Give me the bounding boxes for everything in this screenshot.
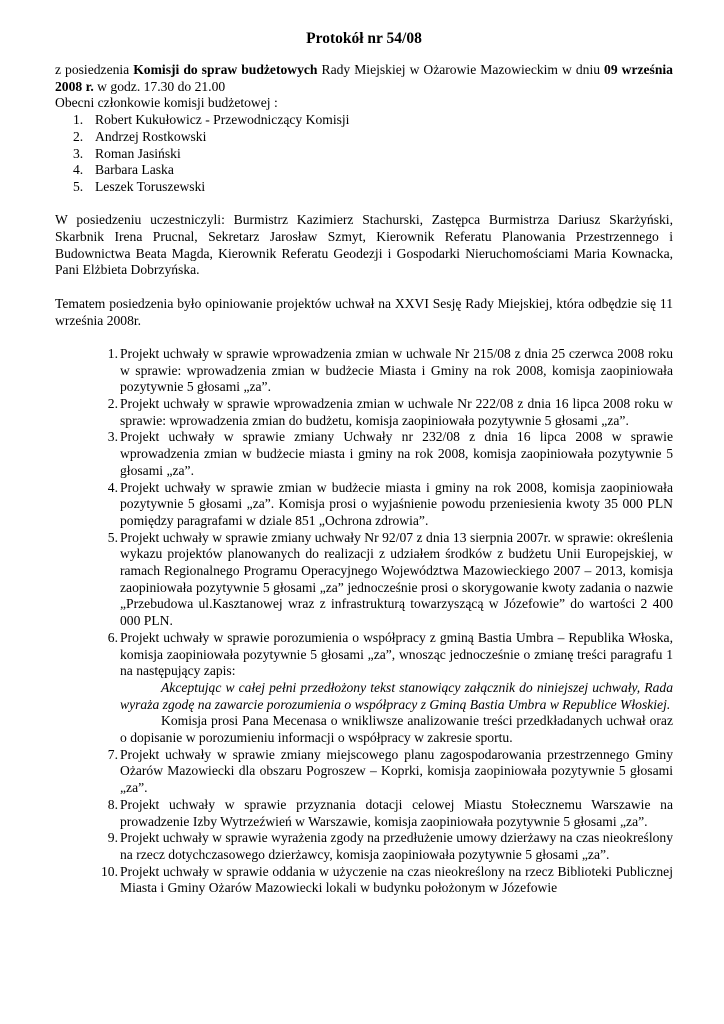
members-heading: Obecni członkowie komisji budżetowej : (55, 95, 278, 111)
intro-paragraph (55, 62, 673, 95)
spacer (55, 196, 673, 213)
resolution-text: Projekt uchwały w sprawie porozumienia o współpracy z gminą Bastia Umbra – Republika Włoska, komisja zaopiniowała pozytywnie 5 głosami „za”, wnosząc jednocześnie o zmianę treści paragrafu 1 na następujący zapis: (120, 629, 673, 679)
document-title: Protokół nr 54/08 (306, 30, 422, 47)
member-number: 4. (73, 162, 84, 178)
member-number: 2. (73, 128, 84, 144)
intro-text-3: w godz. 17.30 do 21.00 (93, 78, 226, 94)
resolution-text: Projekt uchwały w sprawie zmian w budżecie miasta i gminy na rok 2008, komisja zaopiniowała pozytywnie 5 głosami „za”. Komisja prosi o wyjaśnienie powodu przeniesienia kwoty 35 000 PLN pomiędzy paragrafami w dziale 851 „Ochrona zdrowia”. (120, 479, 673, 528)
resolution-item (107, 629, 673, 747)
resolution-text: Projekt uchwały w sprawie zmiany miejscowego planu zagospodarowania przestrzennego Gminy Ożarów Mazowiecki dla obszaru Pogroszew – Koprki, komisja zaopiniowała pozytywnie 5 głosami „za”. (120, 746, 673, 796)
resolution-item (101, 863, 673, 897)
resolution-text: Projekt uchwały w sprawie wprowadzenia zmian w uchwale Nr 215/08 z dnia 25 czerwca 2008 roku w sprawie: wprowadzenia zmian w budżecie Miasta i Gminy na rok 2008, komisja zaopiniowała pozytywnie 5 głosami „za”. (120, 345, 673, 395)
topic-paragraph: Tematem posiedzenia było opiniowanie projektów uchwał na XXVI Sesję Rady Miejskiej, która odbędzie się 11 września 2008r. (55, 295, 673, 328)
member-name: Robert Kukułowicz - Przewodniczący Komisji (95, 112, 350, 128)
resolution-item (107, 796, 673, 830)
committee-name: Komisji do spraw budżetowych (133, 62, 318, 77)
member-name: Barbara Laska (95, 162, 174, 178)
member-number: 1. (73, 112, 84, 128)
member-item (55, 129, 673, 146)
resolution-text: Projekt uchwały w sprawie wprowadzenia zmian w uchwale Nr 222/08 z dnia 16 lipca 2008 roku w sprawie: wprowadzenia zmian do budżetu, komisja zaopiniowała pozytywnie 5 głosami „za”. (120, 396, 673, 428)
resolution-number: 9. (107, 830, 118, 846)
resolution-item (107, 345, 673, 396)
resolution-quote: Akceptując w całej pełni przedłożony tekst stanowiący załącznik do niniejszej uchwały, Rada wyraża zgodę na zawarcie porozumienia o współpracy z Gminą Bastia Umbra w Republice Włoskiej. (120, 679, 673, 712)
resolution-text: Projekt uchwały w sprawie zmiany uchwały Nr 92/07 z dnia 13 sierpnia 2007r. w sprawie: określenia wykazu projektów planowanych do realizacji z udziałem środków z budżetu Unii Europejskiej, w ramach Regionalnego Programu Operacyjnego Województwa Mazowieckiego 2007 – 2013, komisja zaopiniowała pozytywnie 5 głosami „za” jednocześnie prosi o skorygowanie kwoty zadania o nazwie „Przebudowa ul.Kasztanowej wraz z infrastrukturą towarzyszącą w Józefowie” do wartości 2 400 000 PLN. (120, 529, 673, 629)
resolution-item (107, 746, 673, 797)
resolution-number: 8. (107, 796, 118, 812)
intro-text-2: Rady Miejskiej w Ożarowie Mazowieckim w dniu (317, 62, 605, 77)
member-item (55, 162, 673, 179)
member-number: 5. (73, 178, 84, 194)
member-item (55, 179, 673, 196)
resolution-number: 3. (107, 429, 118, 445)
participants-paragraph: W posiedzeniu uczestniczyli: Burmistrz Kazimierz Stachurski, Zastępca Burmistrza Dariusz Skarżyński, Skarbnik Irena Prucnal, Sekretarz Jarosław Szmyt, Kierownik Referatu Planowania Przestrzennego i Budownictwa Beata Magda, Kierownik Referatu Geodezji i Gospodarki Nieruchomościami Maria Kownacka, Pani Elżbieta Dobrzyńska. (55, 212, 673, 278)
resolution-item (107, 396, 673, 429)
resolutions-list (101, 345, 673, 897)
member-item (55, 146, 673, 163)
meeting-date: 09 września 2008 r. (55, 62, 673, 94)
resolution-number: 5. (107, 529, 118, 545)
resolution-text: Projekt uchwały w sprawie przyznania dotacji celowej Miastu Stołecznemu Warszawie na prowadzenie Izby Wytrzeźwień w Warszawie, komisja zaopiniowała pozytywnie 5 głosami „za”. (120, 796, 673, 829)
member-number: 3. (73, 145, 84, 161)
resolution-text: Projekt uchwały w sprawie oddania w użyczenie na czas nieokreślony na rzecz Biblioteki Publicznej Miasta i Gminy Ożarów Mazowiecki lokali w budynku położonym w Józefowie (120, 863, 673, 896)
resolution-number: 2. (107, 396, 118, 412)
resolution-note: Komisja prosi Pana Mecenasa o wnikliwsze analizowanie treści przedkładanych uchwał oraz o dopisanie w porozumieniu informacji o współpracy w zakresie sportu. (120, 713, 673, 746)
resolution-number: 4. (107, 479, 118, 495)
member-name: Roman Jasiński (95, 145, 181, 161)
resolution-number: 7. (107, 746, 118, 762)
document-page (55, 30, 673, 897)
resolution-number: 6. (107, 629, 118, 645)
resolution-text: Projekt uchwały w sprawie zmiany Uchwały nr 232/08 z dnia 16 lipca 2008 w sprawie wprowadzenia zmian w budżecie miasta i gminy na rok 2008, komisja zaopiniowała pozytywnie 5 głosami „za”. (120, 429, 673, 478)
resolution-item (107, 830, 673, 863)
member-name: Leszek Toruszewski (95, 178, 206, 194)
resolution-item (107, 529, 673, 630)
resolution-number: 10. (101, 863, 118, 879)
members-list (55, 112, 673, 196)
resolution-number: 1. (107, 345, 118, 361)
spacer (55, 329, 673, 346)
spacer (55, 279, 673, 296)
member-item (55, 112, 673, 129)
intro-text-1: z posiedzenia (55, 62, 134, 77)
member-name: Andrzej Rostkowski (95, 128, 207, 144)
resolution-item (107, 429, 673, 479)
resolution-text: Projekt uchwały w sprawie wyrażenia zgody na przedłużenie umowy dzierżawy na czas nieokreślony na rzecz dotychczasowego dzierżawcy, komisja zaopiniowała pozytywnie 5 głosami „za”. (120, 830, 673, 862)
resolution-item (107, 479, 673, 530)
